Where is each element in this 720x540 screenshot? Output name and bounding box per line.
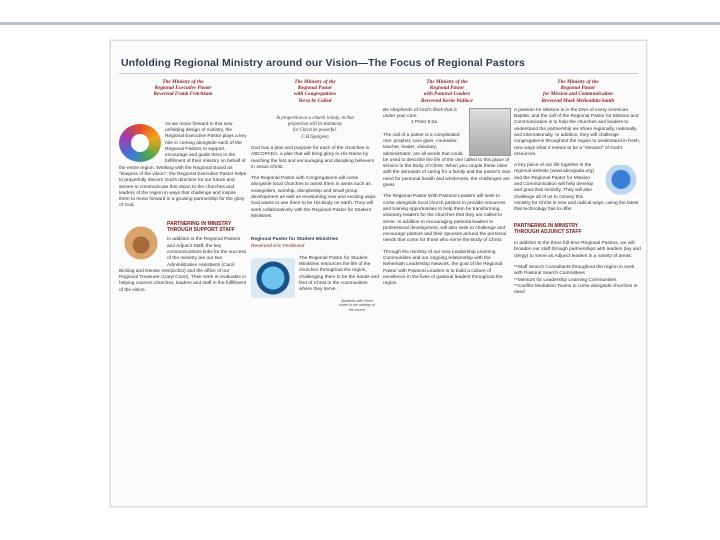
col4-heading-line: Reverend Mark Mellenthin-Smith [541,97,615,104]
top-bar-line [0,22,720,25]
col4-paragraph: In addition to the three full-time Regional Pastors, we will broaden our staff through partnerships with leaders (lay and clergy) to serve as Adjunct leaders in a variety of areas: [514,241,641,259]
col3-heading [383,79,511,104]
column-mission-communication [514,79,642,297]
col2-heading2-sub: Reverend Eric Ferdinand [251,243,305,249]
col2-paragraph: God has a plan and purpose for each of the churches in ABCOPADA, a plan that will bring glory to His Name by reaching the lost and encouraging and discipling believers in Jesus Christ. [251,146,375,170]
col2-heading-line: The Ministry of the [294,79,336,85]
title-rule [119,73,638,74]
col4-heading2 [514,223,642,236]
col3-paragraph: The Regional Pastor With Pastoral Leaders will seek to come alongside local church pastors to provide resources and training opportunities to help them be transforming, visionary leaders for the churches that they are called to serve. In addition to encouraging pastoral leaders in professional development, will also seek to challenge and encourage pastors and their spouses around the personal needs that come for those who serve the Body of Christ. [383,194,506,244]
col1-heading [119,79,247,98]
col3-verse: 1 Peter 5:2a [410,120,438,126]
document-page [110,40,647,507]
col2-heading [251,79,379,104]
col1-heading-line: Regional Executive Pastor [154,85,212,92]
col2-heading2: Regional Pastor for Student Ministries [251,237,339,243]
col3-heading-line: Reverend Kevin Wallace [421,97,473,104]
col2-paragraph: The Regional Pastor with Congregations will come alongside local churches to assist them in areas such as evangelism, worship, discipleship and small group development as well as envisioning new and exciting ways God wants to use them to be His Body on earth. They will work collaboratively with the Regional Pastor for Student Ministries. [251,176,376,219]
col2-heading-line: Yet to be Called [298,97,332,104]
col4-heading-line: The Ministry of the [557,79,599,85]
col3-quote: Be shepherds of God's flock that is under your care. [383,107,457,120]
column-executive-pastor [119,79,247,299]
col2-quote-line: for Christ be powerful. [293,128,337,134]
column-pastoral-leaders [383,79,511,293]
col4-heading-line: Regional Pastor [560,85,596,92]
column-congregations [251,79,379,312]
col1-heading-line: The Ministry of the [162,79,204,85]
col4-paragraph: A key piece of our life together is the regional website (www.abcopada.org) and the Regional Pastor for Mission and Communication will help develop and grow that ministry. They will also challenge all of us to convey this ministry for Christ in new and radical ways, using the latest that technology has to offer. [514,163,639,213]
col3-paragraph: The call of a pastor is a complicated one: prophet, care giver, counselor, teacher, leader, visionary, administrator, are all words that could be used to describe the life of the one called to this place of service in the Body of Christ. When you couple these roles with the demands of caring for a family and the pastor's own need for personal health and wholeness, the challenges are great. [383,132,511,189]
col3-paragraph: Through the ministry of our new Leadership Learning Communities and our ongoing relationship with the Nehemiah Leadership Network, the goal of the Regional Pastor with Pastoral Leaders is to build a culture of excellence in the lives of pastoral leaders throughout the region. [383,249,503,287]
col4-bullet: **Staff Search Consultants throughout the region to work with Pastoral Search Committees [514,265,635,277]
col2-quote-author: C.H.Spurgeon [301,134,329,140]
helping-hands-image [600,165,642,197]
col2-heading-line: with Congregations [294,91,336,98]
col4-bullet: **Mentors for Leadership Learning Communities [514,277,617,283]
people-circle-image [119,124,161,162]
col1-heading2-line: THROUGH SUPPORT STAFF [167,227,235,234]
page-title: Unfolding Regional Ministry around our Vision—The Focus of Regional Pastors [121,57,525,69]
col4-heading2-line: PARTNERING IN MINISTRY [514,222,579,229]
col4-heading-line: for Mission and Communication [543,91,613,98]
top-bar [0,0,720,26]
col2-caption: Students with Christ share in the ministry of the church [338,298,376,312]
col3-heading-line: The Ministry of the [426,79,468,85]
globe-image [251,258,295,298]
col1-heading-line: Reverend Frank Fritchkam [153,91,213,98]
col1-heading2-line: PARTNERING IN MINISTRY [167,220,232,227]
col2-quote-line: In proportion as a church is holy, in that [276,115,354,121]
col1-paragraph: As we move forward in this new unfolding design of ministry, the Regional Executive Pastor plays a key role in coming alongside each of the Regional Pastors to support, encourage and guide them in the fulfillment of their ministry on behalf of the entire region. Working with the Regional Board as "keepers of the vision", the Regional Executive Pastor helps to prayerfully discern God's direction for our future and serves to communicate this vision to the churches and leaders of the region in ways that challenge and inspire them to move forward in a growing partnership for the glory of God. [119,121,247,209]
col4-heading2-line: THROUGH ADJUNCT STAFF [514,228,582,235]
col1-paragraph: In addition to the Regional Pastors and Adjunct Staff, the key communications links for the success of the ministry are our two Administrative Assistants (Carol Bicking and Denise Vessicchio) and the office of our Regional Treasurer (Caryl Conn). Their work is invaluable in helping connect churches, leaders and staff in the fulfillment of the vision. [119,237,247,293]
col4-paragraph: A passion for Mission is in the DNA of every American Baptist, and the call of the Regional Pastor for Mission and Communication is to help the churches and leaders to understand the partnership we share regionally, nationally and internationally. In addition, they will challenge congregations throughout the region to understand in fresh, new ways what it means to be a "steward" of God's resources. [514,107,641,157]
shepherd-image [469,108,511,156]
col4-bullet: **Conflict Mediation Teams to come alongside churches in need [514,283,638,296]
col3-heading-line: Regional Pastor [429,85,465,92]
col4-heading [514,79,642,104]
col2-quote [251,116,379,141]
col2-heading-line: Regional Pastor [297,85,333,92]
col2-quote-line: proportion will its testimony [287,122,343,128]
col3-heading-line: with Pastoral Leaders [423,91,471,98]
hands-together-image [119,223,163,263]
col2-paragraph: The Regional Pastor for Student Ministries resources the life of the churches throughout the region, challenging them to be the hands and feet of Christ in the communities where they serve. [299,255,380,293]
